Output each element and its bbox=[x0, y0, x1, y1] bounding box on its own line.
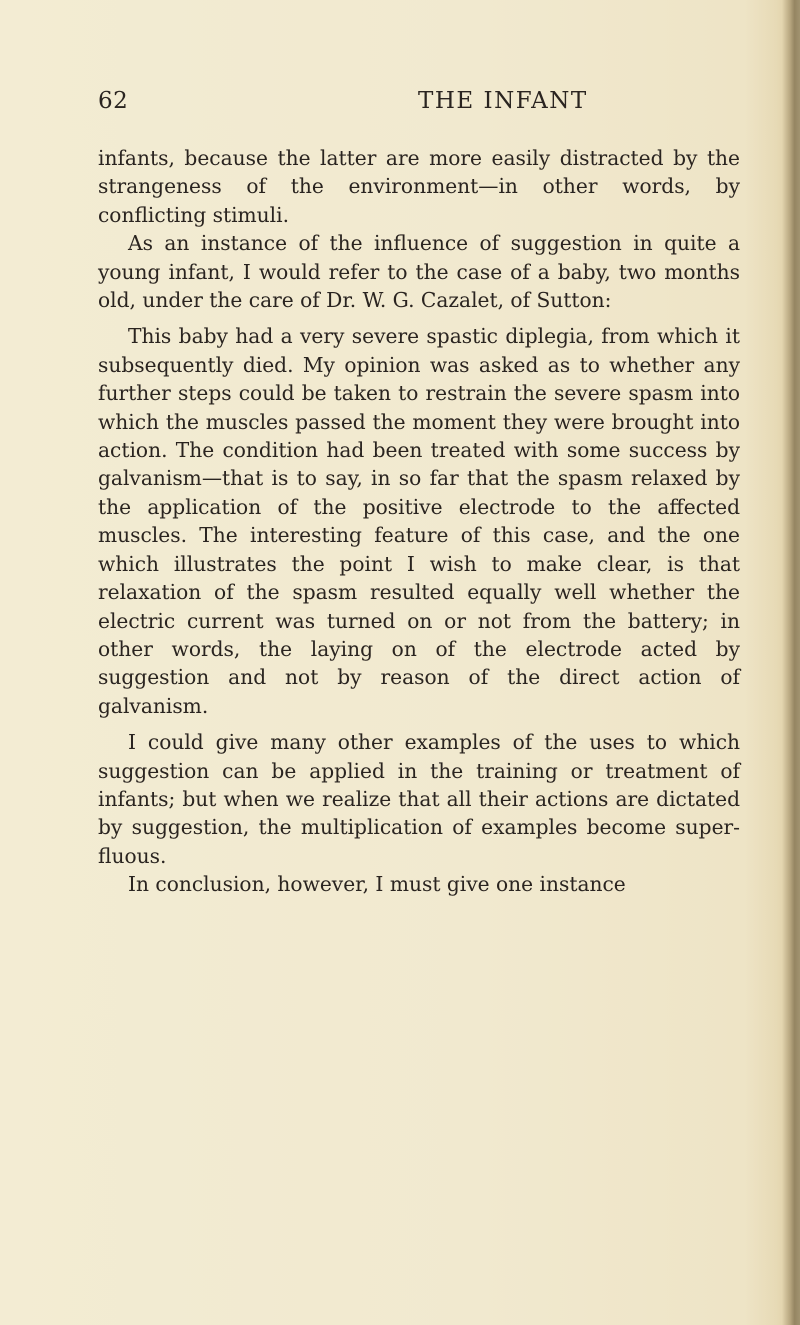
page-edge-shadow bbox=[782, 0, 800, 1325]
running-title: THE INFANT bbox=[418, 88, 588, 114]
page-number: 62 bbox=[98, 88, 129, 114]
paragraph: infants, because the latter are more easily distracted by the strangeness of the environment—in other words, by conflicting stimuli. bbox=[98, 146, 740, 227]
paragraph: As an instance of the influence of suggestion in quite a young infant, I would refer to the case of a baby, two months old, under the care of Dr. W. G. Cazalet, of Sutton: bbox=[98, 231, 740, 313]
paragraph: In conclusion, however, I must give one instance bbox=[128, 872, 626, 897]
body-text bbox=[98, 144, 740, 899]
paragraph: I could give many other examples of the uses to which suggestion can be applied in the training or treatment of infants; but when we realize that all their actions are dictated by suggestion, the multiplication of examples become super-fluous. bbox=[98, 730, 740, 868]
paragraph: This baby had a very severe spastic diplegia, from which it subsequently died. My opinion was asked as to whether any further steps could be taken to restrain the severe spasm into which the muscles passed the moment they were brought into action. The condition had been treated with some success by galvanism—that is to say, in so far that the spasm relaxed by the application of the positive electrode to the affected muscles. The interesting feature of this case, and the one which illustrates the point I wish to make clear, is that relaxation of the spasm resulted equally well whether the electric current was turned on or not from the battery; in other words, the laying on of the electrode acted by suggestion and not by reason of the direct action of galvanism. bbox=[98, 324, 740, 718]
running-header bbox=[98, 88, 748, 124]
